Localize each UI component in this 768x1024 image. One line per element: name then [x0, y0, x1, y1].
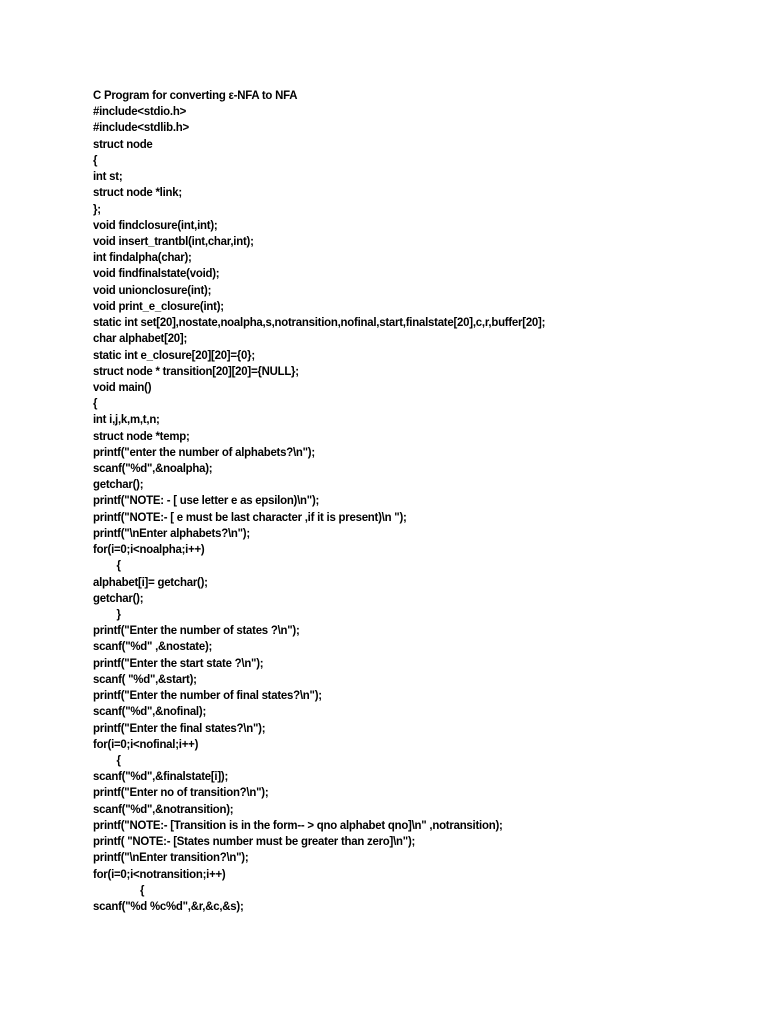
- code-line: static int e_closure[20][20]={0};: [93, 347, 255, 362]
- code-line: int findalpha(char);: [93, 250, 192, 265]
- code-line: scanf("%d",&nofinal);: [93, 704, 207, 719]
- code-line: alphabet[i]= getchar();: [93, 574, 208, 589]
- code-line: printf("\nEnter alphabets?\n");: [93, 525, 250, 540]
- code-line: printf( "NOTE:- [States number must be greater than zero]\n");: [93, 834, 416, 849]
- code-line: void insert_trantbl(int,char,int);: [93, 233, 254, 248]
- code-line: printf("\nEnter transition?\n");: [93, 850, 249, 865]
- code-line: printf("Enter the start state ?\n");: [93, 655, 264, 670]
- code-line: struct node * transition[20][20]={NULL};: [93, 363, 299, 378]
- code-line: scanf("%d",&finalstate[i]);: [93, 769, 229, 784]
- code-line: {: [93, 752, 121, 767]
- code-line: void print_e_closure(int);: [93, 298, 224, 313]
- code-line: getchar();: [93, 477, 144, 492]
- code-line: scanf("%d %c%d",&r,&c,&s);: [93, 898, 244, 913]
- code-line: {: [93, 152, 98, 167]
- code-line: }: [93, 607, 121, 621]
- code-line: scanf("%d",&notransition);: [93, 801, 234, 816]
- code-line: #include<stdlib.h>: [93, 120, 189, 135]
- code-line: struct node *temp;: [93, 428, 190, 443]
- code-line: for(i=0;i<noalpha;i++): [93, 542, 205, 557]
- code-line: printf("Enter the final states?\n");: [93, 720, 266, 735]
- code-line: {: [93, 558, 121, 573]
- code-line: printf("Enter the number of states ?\n");: [93, 623, 300, 638]
- code-line: #include<stdio.h>: [93, 104, 187, 119]
- code-line: struct node: [93, 136, 153, 151]
- code-line: printf("Enter no of transition?\n");: [93, 785, 269, 800]
- code-line: printf("NOTE: - [ use letter e as epsilon)\n");: [93, 493, 320, 508]
- code-line: int st;: [93, 169, 123, 184]
- code-line: getchar();: [93, 590, 144, 605]
- code-line: scanf("%d",&noalpha);: [93, 461, 213, 476]
- code-line: void unionclosure(int);: [93, 282, 212, 297]
- code-line: void findfinalstate(void);: [93, 266, 220, 281]
- code-line: };: [93, 201, 101, 216]
- code-line: {: [93, 396, 98, 411]
- code-line: static int set[20],nostate,noalpha,s,notransition,nofinal,start,finalstate[20],c,r,buffer[20];: [93, 315, 546, 330]
- document-title: C Program for converting ε-NFA to NFA: [93, 88, 298, 102]
- code-listing: [93, 87, 753, 914]
- code-line: int i,j,k,m,t,n;: [93, 412, 160, 427]
- code-line: scanf( "%d",&start);: [93, 671, 197, 686]
- code-line: char alphabet[20];: [93, 331, 188, 346]
- code-line: {: [93, 882, 145, 897]
- code-line: printf("NOTE:- [Transition is in the form-- > qno alphabet qno]\n" ,notransition);: [93, 817, 503, 832]
- code-line: void findclosure(int,int);: [93, 217, 218, 232]
- code-line: struct node *link;: [93, 185, 182, 200]
- code-line: printf("NOTE:- [ e must be last character ,if it is present)\n ");: [93, 509, 407, 524]
- code-line: for(i=0;i<nofinal;i++): [93, 736, 199, 751]
- code-line: printf("enter the number of alphabets?\n");: [93, 444, 315, 459]
- code-line: printf("Enter the number of final states?\n");: [93, 688, 322, 703]
- code-line: scanf("%d" ,&nostate);: [93, 639, 213, 654]
- code-line: for(i=0;i<notransition;i++): [93, 866, 226, 881]
- code-line: void main(): [93, 379, 152, 394]
